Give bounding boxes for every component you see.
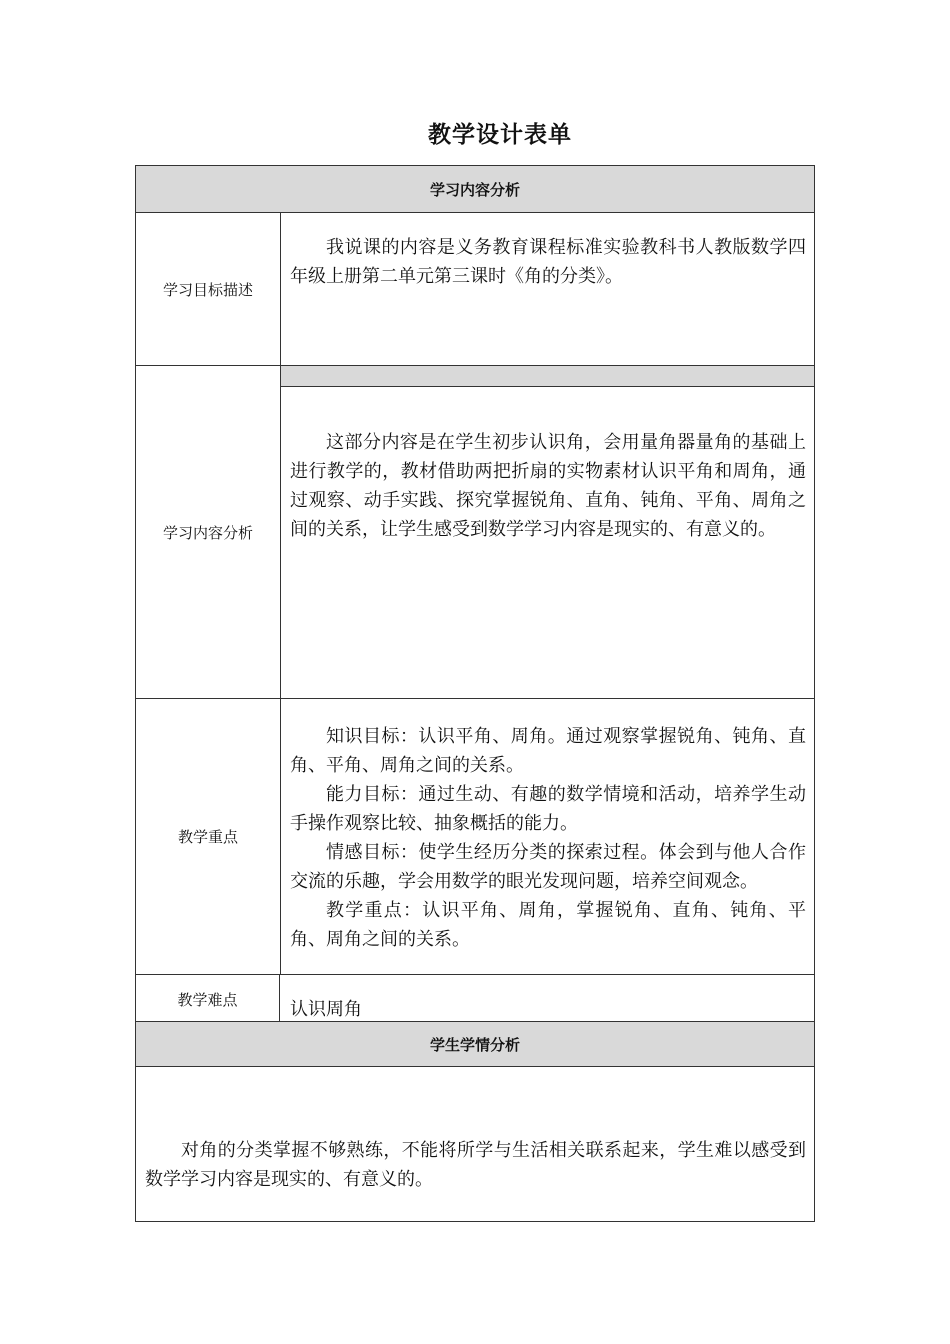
cell-content-analysis [281, 366, 814, 698]
cell-objectives [281, 213, 814, 365]
row-label-difficulty: 教学难点 [136, 975, 280, 1021]
cell-difficulty [281, 975, 814, 1021]
document-title: 教学设计表单 [428, 122, 572, 148]
teaching-design-table [135, 165, 815, 1222]
key-point-paragraph: 能力目标：通过生动、有趣的数学情境和活动，培养学生动手操作观察比较、抽象概括的能力。 [290, 784, 806, 834]
section-header-content-analysis [136, 166, 814, 212]
row-label-objectives: 学习目标描述 [136, 213, 281, 365]
row-content-analysis [136, 365, 814, 698]
cell-header-bar [281, 366, 814, 387]
section-header-student-analysis [136, 1021, 814, 1066]
row-label-key-points: 教学重点 [136, 699, 281, 974]
key-point-paragraph: 教学重点：认识平角、周角，掌握锐角、直角、钝角、平角、周角之间的关系。 [290, 900, 806, 950]
key-point-paragraph: 情感目标：使学生经历分类的探索过程。体会到与他人合作交流的乐趣，学会用数学的眼光发现问题，培养空间观念。 [290, 842, 806, 892]
row-label-content-analysis: 学习内容分析 [136, 366, 281, 698]
difficulty-text: 认识周角 [290, 999, 362, 1020]
section-header-label: 学生学情分析 [429, 1035, 520, 1054]
row-student-analysis [136, 1066, 814, 1223]
objectives-text: 我说课的内容是义务教育课程标准实验教科书人教版数学四年级上册第二单元第三课时《角的分类》。 [290, 237, 806, 287]
row-key-points [136, 698, 814, 974]
row-objectives [136, 212, 814, 365]
section-header-label: 学习内容分析 [429, 180, 520, 199]
student-analysis-text: 对角的分类掌握不够熟练，不能将所学与生活相关联系起来，学生难以感受到数学学习内容是现实的、有意义的。 [145, 1140, 806, 1190]
row-difficulty [136, 974, 814, 1021]
key-point-paragraph: 知识目标：认识平角、周角。通过观察掌握锐角、钝角、直角、平角、周角之间的关系。 [290, 726, 806, 776]
content-analysis-text: 这部分内容是在学生初步认识角，会用量角器量角的基础上进行教学的，教材借助两把折扇的实物素材认识平角和周角，通过观察、动手实践、探究掌握锐角、直角、钝角、平角、周角之间的关系，让学生感受到数学学习内容是现实的、有意义的。 [290, 432, 806, 540]
cell-key-points [281, 699, 814, 974]
